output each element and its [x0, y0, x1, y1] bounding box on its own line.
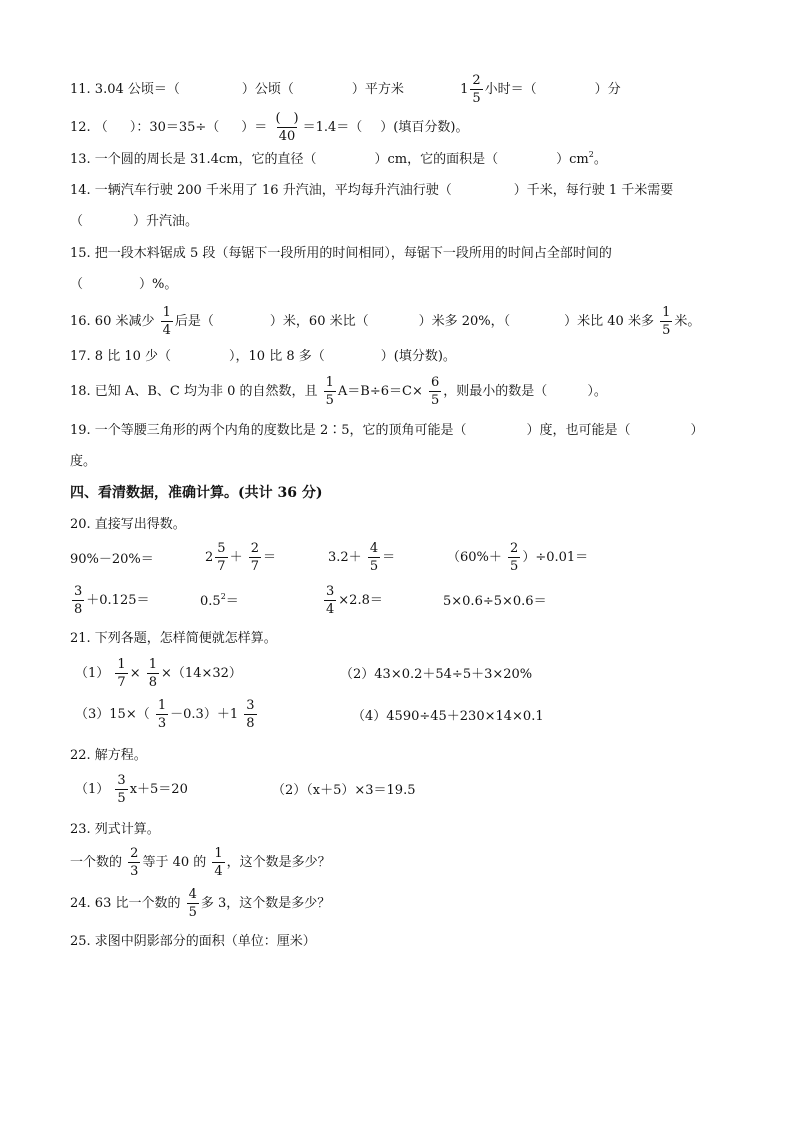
question-21-title: 21. 下列各题，怎样简便就怎样算。	[70, 631, 277, 646]
q22-part-1: （1） $\frac{3}{5}$ x＋5＝20	[75, 773, 188, 806]
question-22-title: 22. 解方程。	[70, 748, 147, 763]
q21-part-4: （4）4590÷45＋230×14×0.1	[352, 709, 544, 724]
q21-part-2: （2）43×0.2＋54÷5＋3×20%	[340, 667, 533, 682]
question-15-cont: （ ）%。	[70, 277, 178, 292]
section-heading: 四、看清数据，准确计算。(共计 36 分)	[70, 485, 323, 501]
q20-item-1: 90%－20%＝	[70, 552, 154, 567]
question-17: 17. 8 比 10 少（ ），10 比 8 多（ ）(填分数)。	[70, 349, 456, 364]
q22-part-2: （2）（x＋5）×3＝19.5	[272, 783, 416, 798]
question-25: 25. 求图中阴影部分的面积（单位：厘米）	[70, 934, 316, 949]
question-13: 13. 一个圆的周长是 31.4cm，它的直径（ ）cm，它的面积是（ ）$cm^2$。	[70, 150, 607, 167]
q21-part-1: （1） $\frac{1}{7}$ × $\frac{1}{8}$ ×（14×32）	[75, 657, 242, 690]
question-14-cont: （ ）升汽油。	[70, 214, 199, 229]
mixed-number: 1 $\frac{2}{5}$	[460, 73, 481, 106]
q20-item-6: $0.5^2=$	[200, 592, 239, 609]
question-23-body: 一个数的 $\frac{2}{3}$ 等于 40 的 $\frac{1}{4}$ ，这个数是多少？	[70, 846, 331, 879]
question-20-title: 20. 直接写出得数。	[70, 517, 186, 532]
fraction: $\frac{2}{5}$	[472, 73, 481, 106]
question-12: 12. （ ）：30＝35÷（ ）＝ $\frac{( )}{40}$ ＝1.4＝（ ）(填百分数)。	[70, 111, 469, 144]
question-16: 16. 60 米减少 $\frac{1}{4}$ 后是（ ）米，60 米比（ ）米多 20%，（ ）米比 40 米多 $\frac{1}{5}$ 米。	[70, 305, 701, 338]
question-14: 14. 一辆汽车行驶 200 千米用了 16 升汽油，平均每升汽油行驶（ ）千米，每行驶 1 千米需要	[70, 183, 674, 198]
q20-item-5: $\frac{3}{8}$ ＋0.125＝	[74, 584, 150, 617]
q20-item-7: $\frac{3}{4}$ ×2.8＝	[326, 584, 383, 617]
question-24: 24. 63 比一个数的 $\frac{4}{5}$ 多 3，这个数是多少？	[70, 887, 331, 920]
fraction: $\frac{1}{5}$	[662, 305, 671, 338]
question-23-title: 23. 列式计算。	[70, 822, 160, 837]
question-19-cont: 度。	[70, 454, 97, 469]
fraction: $\frac{6}{5}$	[431, 375, 440, 408]
q20-item-3: 3.2＋ $\frac{4}{5}$ ＝	[328, 541, 396, 574]
fraction: $\frac{1}{4}$	[162, 305, 171, 338]
q20-item-2: 2 $\frac{5}{7}$ ＋ $\frac{2}{7}$ ＝	[205, 541, 277, 574]
question-11: 11. 3.04 公顷＝（ ）公顷（ ）平方米 1 $\frac{2}{5}$ 小时＝（ ）分	[70, 73, 621, 106]
q20-item-4: （60%＋ $\frac{2}{5}$ ）÷0.01＝	[447, 541, 589, 574]
fraction: $\frac{( )}{40}$	[275, 111, 299, 144]
fraction: $\frac{1}{5}$	[325, 375, 334, 408]
question-19: 19. 一个等腰三角形的两个内角的度数比是 2∶5，它的顶角可能是（ ）度，也可能是（ ）	[70, 423, 704, 438]
question-15: 15. 把一段木料锯成 5 段（每锯下一段所用的时间相同），每锯下一段所用的时间占全部时间的	[70, 246, 612, 261]
q20-item-8: 5×0.6÷5×0.6＝	[443, 594, 547, 609]
q21-part-3: （3）15×（ $\frac{1}{3}$ －0.3）＋1 $\frac{3}{8}$	[75, 698, 255, 731]
question-18: 18. 已知 A、B、C 均为非 0 的自然数，且 $\frac{1}{5}$ A＝B÷6＝C× $\frac{6}{5}$ ，则最小的数是（ ）。	[70, 375, 607, 408]
